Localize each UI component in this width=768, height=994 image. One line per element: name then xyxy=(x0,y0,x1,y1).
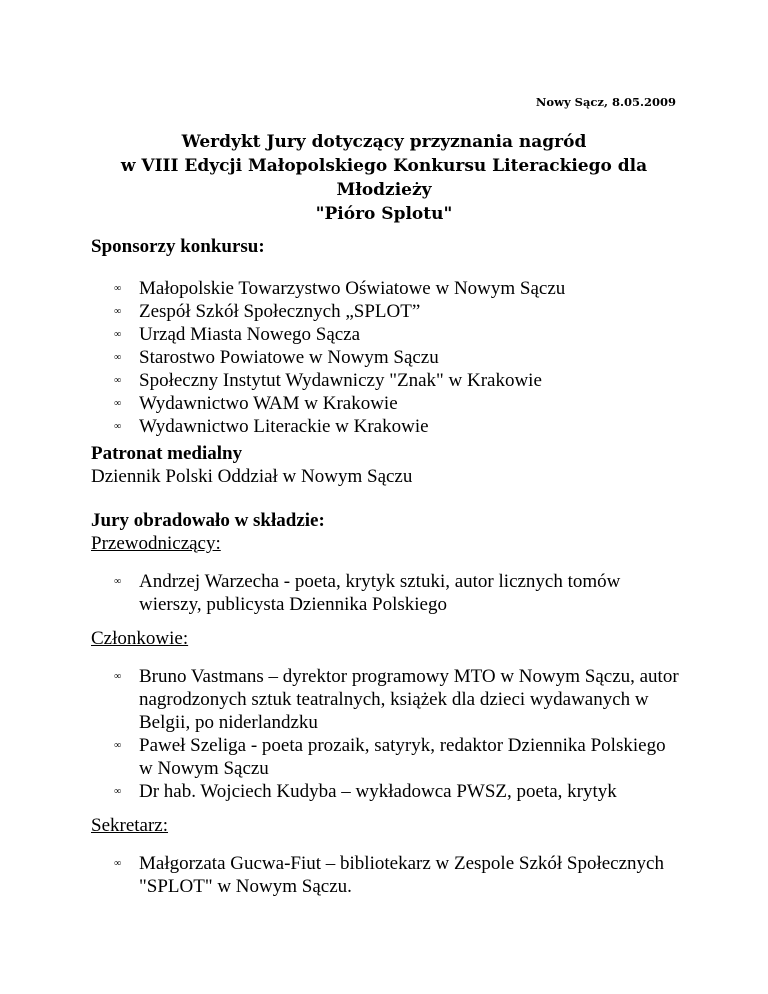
list-item-text: Starostwo Powiatowe w Nowym Sączu xyxy=(139,347,439,368)
infinity-bullet-icon: ∞ xyxy=(114,375,122,386)
list-item-text: Zespół Szkół Społecznych „SPLOT” xyxy=(139,301,421,322)
list-item xyxy=(0,415,679,438)
infinity-bullet-icon: ∞ xyxy=(114,283,122,294)
title-line: Młodzieży xyxy=(336,180,432,200)
list-item-text: Społeczny Instytut Wydawniczy "Znak" w Krakowie xyxy=(139,370,542,391)
list-item-text: Wydawnictwo WAM w Krakowie xyxy=(139,393,398,414)
patronage-heading: Patronat medialny xyxy=(91,443,243,464)
list-item xyxy=(0,346,679,369)
infinity-bullet-icon: ∞ xyxy=(114,329,122,340)
infinity-bullet-icon: ∞ xyxy=(114,740,122,751)
list-item xyxy=(0,570,679,616)
sponsors-list xyxy=(0,277,679,438)
title-line: Werdykt Jury dotyczący przyznania nagród xyxy=(181,132,587,152)
title-line: w VIII Edycji Małopolskiego Konkursu Literackiego dla xyxy=(120,156,648,176)
list-item xyxy=(0,665,679,734)
list-item-text: Andrzej Warzecha - poeta, krytyk sztuki, autor licznych tomów wierszy, publicysta Dziennika Polskiego xyxy=(139,571,621,615)
list-item xyxy=(0,734,679,780)
list-item xyxy=(0,852,679,898)
list-item xyxy=(0,300,679,323)
document-date: Nowy Sącz, 8.05.2009 xyxy=(535,95,676,109)
list-item xyxy=(0,392,679,415)
sponsors-heading: Sponsorzy konkursu: xyxy=(91,236,265,257)
infinity-bullet-icon: ∞ xyxy=(114,786,122,797)
infinity-bullet-icon: ∞ xyxy=(114,352,122,363)
infinity-bullet-icon: ∞ xyxy=(114,421,122,432)
list-item-text: Małopolskie Towarzystwo Oświatowe w Nowym Sączu xyxy=(139,278,566,299)
members-label: Członkowie: xyxy=(91,628,189,649)
patronage-text: Dziennik Polski Oddział w Nowym Sączu xyxy=(91,466,413,487)
list-item xyxy=(0,277,679,300)
list-item-text: Małgorzata Gucwa-Fiut – bibliotekarz w Zespole Szkół Społecznych "SPLOT" w Nowym Sączu. xyxy=(139,853,664,897)
list-item-text: Dr hab. Wojciech Kudyba – wykładowca PWSZ, poeta, krytyk xyxy=(139,781,617,802)
infinity-bullet-icon: ∞ xyxy=(114,671,122,682)
list-item xyxy=(0,323,679,346)
jury-heading: Jury obradowało w składzie: xyxy=(91,510,325,531)
list-item-text: Wydawnictwo Literackie w Krakowie xyxy=(139,416,429,437)
infinity-bullet-icon: ∞ xyxy=(114,858,122,869)
list-item xyxy=(0,780,679,803)
secretary-label: Sekretarz: xyxy=(91,815,169,836)
infinity-bullet-icon: ∞ xyxy=(114,576,122,587)
list-item-text: Bruno Vastmans – dyrektor programowy MTO w Nowym Sączu, autor nagrodzonych sztuk teatralnych, książek dla dzieci wydawanych w Belgii, po niderlandzku xyxy=(139,666,679,733)
title-line: "Pióro Splotu" xyxy=(315,204,453,224)
list-item-text: Urząd Miasta Nowego Sącza xyxy=(139,324,361,345)
list-item xyxy=(0,369,679,392)
chair-list xyxy=(0,570,679,616)
secretary-list xyxy=(0,852,679,898)
infinity-bullet-icon: ∞ xyxy=(114,306,122,317)
members-list xyxy=(0,665,679,803)
chair-label: Przewodniczący: xyxy=(91,533,221,554)
infinity-bullet-icon: ∞ xyxy=(114,398,122,409)
list-item-text: Paweł Szeliga - poeta prozaik, satyryk, redaktor Dziennika Polskiego w Nowym Sączu xyxy=(139,735,666,779)
document-title xyxy=(0,130,768,226)
